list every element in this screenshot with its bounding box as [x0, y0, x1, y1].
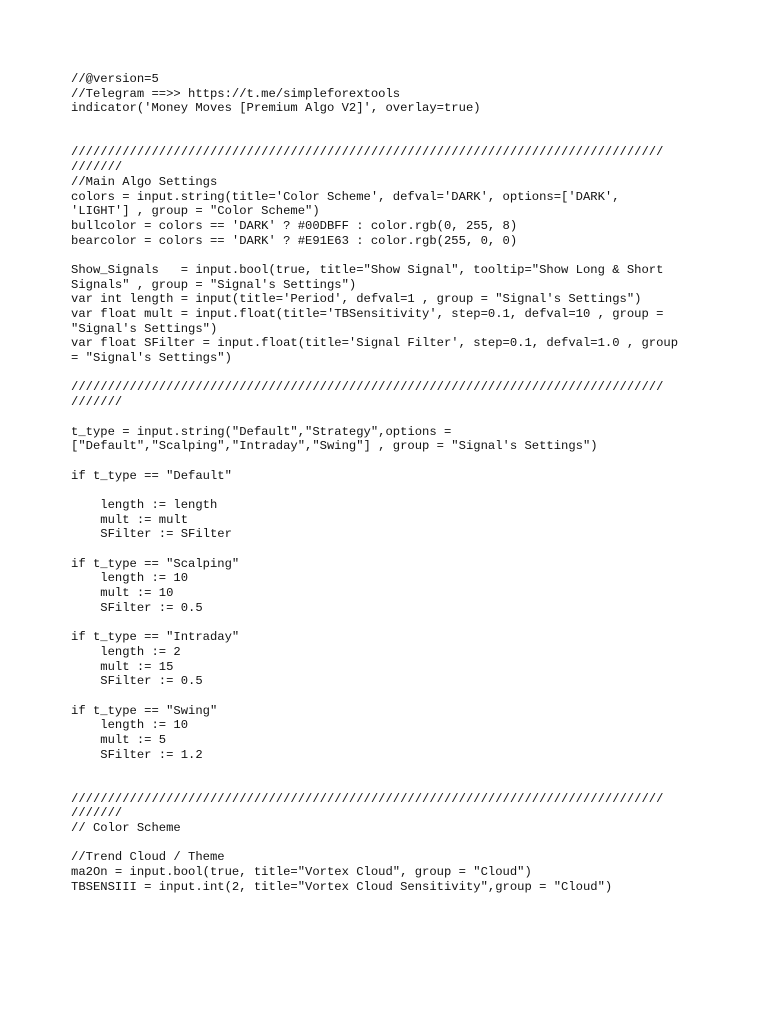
code-line: Show_Signals = input.bool(true, title="Show Signal", tooltip="Show Long & Short	[71, 262, 664, 277]
code-line: length := 10	[71, 718, 189, 733]
code-line	[71, 615, 711, 630]
code-line: mult := 5	[71, 732, 167, 747]
code-line: ///////	[71, 160, 123, 175]
code-line: if t_type == "Default"	[71, 468, 232, 483]
code-line: //Main Algo Settings	[71, 174, 218, 189]
code-line: ma2On = input.bool(true, title="Vortex Cloud", group = "Cloud")	[71, 865, 532, 880]
code-line: bullcolor = colors == 'DARK' ? #00DBFF : color.rgb(0, 255, 8)	[71, 218, 518, 233]
code-line: ///////	[71, 395, 123, 410]
code-line: if t_type == "Intraday"	[71, 630, 240, 645]
code-line	[71, 366, 711, 381]
code-line	[71, 454, 711, 469]
code-listing	[71, 72, 711, 895]
code-line: mult := mult	[71, 512, 189, 527]
code-line: ///////	[71, 806, 123, 821]
code-line: var float SFilter = input.float(title='Signal Filter', step=0.1, defval=1.0 , group	[71, 336, 679, 351]
code-line: indicator('Money Moves [Premium Algo V2]', overlay=true)	[71, 101, 481, 116]
code-line: Signals" , group = "Signal's Settings")	[71, 277, 357, 292]
code-line: // Color Scheme	[71, 821, 181, 836]
code-line: length := 10	[71, 571, 189, 586]
code-line: var int length = input(title='Period', defval=1 , group = "Signal's Settings")	[71, 292, 642, 307]
code-line: //Trend Cloud / Theme	[71, 850, 225, 865]
code-line: length := 2	[71, 644, 181, 659]
code-line: colors = input.string(title='Color Scheme', defval='DARK', options=['DARK',	[71, 189, 620, 204]
code-line: mult := 10	[71, 586, 174, 601]
code-line	[71, 410, 711, 425]
code-line: var float mult = input.float(title='TBSensitivity', step=0.1, defval=10 , group =	[71, 307, 664, 321]
code-line: //@version=5	[71, 72, 159, 86]
code-line: if t_type == "Scalping"	[71, 556, 240, 571]
code-line: ["Default","Scalping","Intraday","Swing"] , group = "Signal's Settings")	[71, 439, 598, 454]
code-line: TBSENSIII = input.int(2, title="Vortex Cloud Sensitivity",group = "Cloud")	[71, 879, 613, 894]
code-line: mult := 15	[71, 659, 174, 674]
code-line	[71, 116, 711, 131]
code-line	[71, 483, 711, 498]
code-line: SFilter := SFilter	[71, 527, 232, 542]
code-line: 'LIGHT'] , group = "Color Scheme")	[71, 204, 320, 219]
code-line	[71, 777, 711, 792]
code-line: SFilter := 0.5	[71, 600, 203, 615]
code-line: = "Signal's Settings")	[71, 351, 232, 366]
code-line	[71, 131, 711, 146]
code-line: length := length	[71, 497, 218, 512]
code-line	[71, 542, 711, 557]
code-line: //Telegram ==>> https://t.me/simpleforextools	[71, 86, 401, 101]
code-line	[71, 762, 711, 777]
code-line: t_type = input.string("Default","Strategy",options =	[71, 424, 452, 439]
code-line: SFilter := 0.5	[71, 674, 203, 689]
code-line: SFilter := 1.2	[71, 747, 203, 762]
code-line: "Signal's Settings")	[71, 321, 218, 336]
code-line	[71, 689, 711, 704]
code-line: bearcolor = colors == 'DARK' ? #E91E63 : color.rgb(255, 0, 0)	[71, 233, 518, 248]
code-line: if t_type == "Swing"	[71, 703, 218, 718]
code-line	[71, 836, 711, 851]
code-line: /////////////////////////////////////////////////////////////////////////////////	[71, 145, 664, 160]
code-line: /////////////////////////////////////////////////////////////////////////////////	[71, 380, 664, 395]
code-line	[71, 248, 711, 263]
code-line: /////////////////////////////////////////////////////////////////////////////////	[71, 791, 664, 806]
